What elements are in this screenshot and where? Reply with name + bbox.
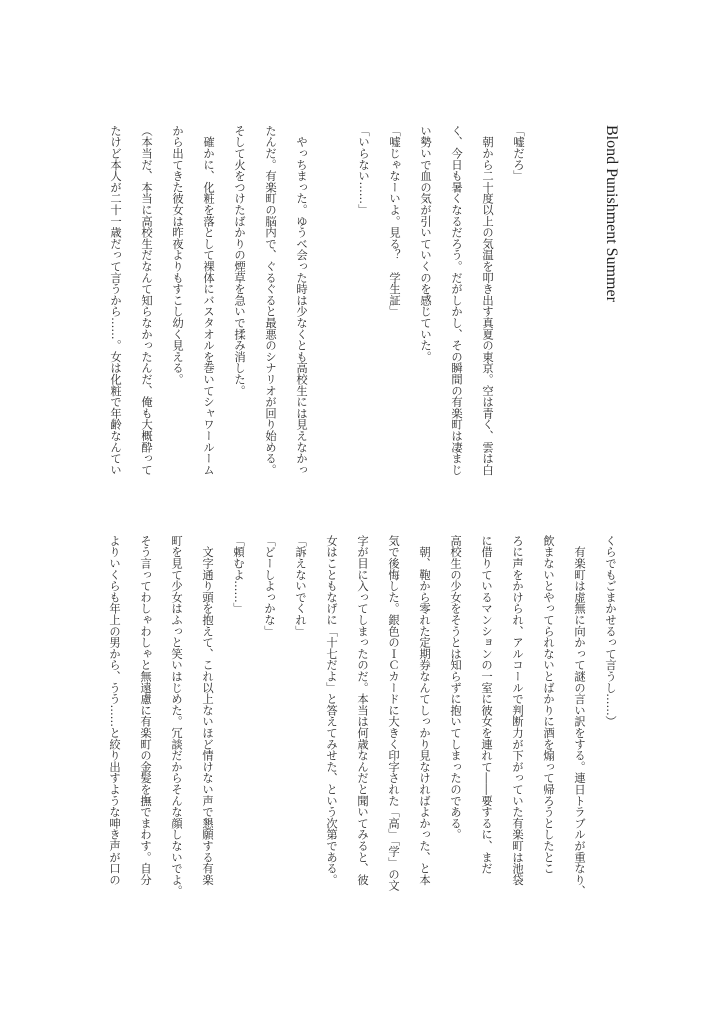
text-line: 朝、鞄から零れた定期券なんてしっかり見なければよかった、と本 (418, 535, 431, 886)
text-line: 町を見て少女はふっと笑いはじめた。冗談だからそんな顔しないでよ。 (170, 535, 183, 897)
text-line: 「どーしよっかな」 (263, 535, 276, 637)
bottom-tier (99, 535, 626, 915)
text-line: 「嘘だろ」 (512, 125, 525, 182)
text-line: よりいくらも年上の男から、うう……と絞り出すような呻き声が口の (108, 535, 121, 886)
text-line: たけど本人が二十一歳だって言うから……。女は化粧で年齢なんてい (109, 125, 122, 476)
text-line: い勢いで血の気が引いていくのを感じていた。 (419, 125, 432, 363)
top-tier (100, 125, 627, 510)
text-line: 気で後悔した。銀色のＩＣカードに大きく印字された「高」「学」の文 (387, 535, 400, 891)
text-line: く、今日も暑くなるだろう。だがしかし、その瞬間の有楽町は凄まじ (450, 125, 463, 476)
text-line: やっちまった。ゆうべ会った時は少なくとも高校生には見えなかっ (295, 125, 308, 476)
text-line: 確かに、化粧を落として裸体にバスタオルを巻いてシャワールーム (202, 125, 215, 476)
text-line: 女はこともなげに「十七だよ」と答えてみせた、という次第である。 (325, 535, 338, 886)
text-line: そして火をつけたばかりの煙草を急いで揉み消した。 (233, 125, 246, 397)
story-title: Blond Punishment Summer (603, 125, 620, 302)
text-line: （本当だ、本当に高校生だなんて知らなかったんだ、俺も大概酔って (140, 125, 153, 476)
text-line: 「嘘じゃなーいよ。見る？ 学生証」 (388, 125, 401, 318)
text-line: 「訴えないでくれ」 (294, 535, 307, 637)
text-line: くらでもごまかせるって言うし……） (604, 535, 617, 728)
text-line: たんだ。有楽町の脳内で、ぐるぐると最悪のシナリオが回り始める。 (264, 125, 277, 476)
text-line: 字が目に入ってしまったのだ。本当は何歳なんだと聞いてみると、彼 (356, 535, 369, 886)
text-line: 文字通り頭を抱えて、これ以上ないほど情けない声で懇願する有楽 (201, 535, 214, 886)
text-line: 「いらない……」 (357, 125, 370, 216)
text-line: から出てきた彼女は昨夜よりもすこし幼く見える。 (171, 125, 184, 385)
text-line: 朝から二十度以上の気温を叩き出す真夏の東京。空は青く、雲は白 (481, 125, 494, 476)
text-line: ろに声をかけられ、アルコールで判断力が下がっていた有楽町は池袋 (511, 535, 524, 886)
text-line: そう言ってわしゃわしゃと無遠慮に有楽町の金髪を撫でまわす。自分 (139, 535, 152, 886)
text-line: 高校生の少女をそうとは知らずに抱いてしまったのである。 (449, 535, 462, 841)
text-line: 「頼むよ……」 (232, 535, 245, 615)
text-line: に借りているマンションの一室に彼女を連れて――要するに、まだ (480, 535, 493, 874)
text-line: 有楽町は虚無に向かって謎の言い訳をする。連日トラブルが重なり、 (573, 535, 586, 897)
text-line: 飲まないとやってられないとばかりに酒を煽って帰ろうとしたとこ (542, 535, 555, 874)
